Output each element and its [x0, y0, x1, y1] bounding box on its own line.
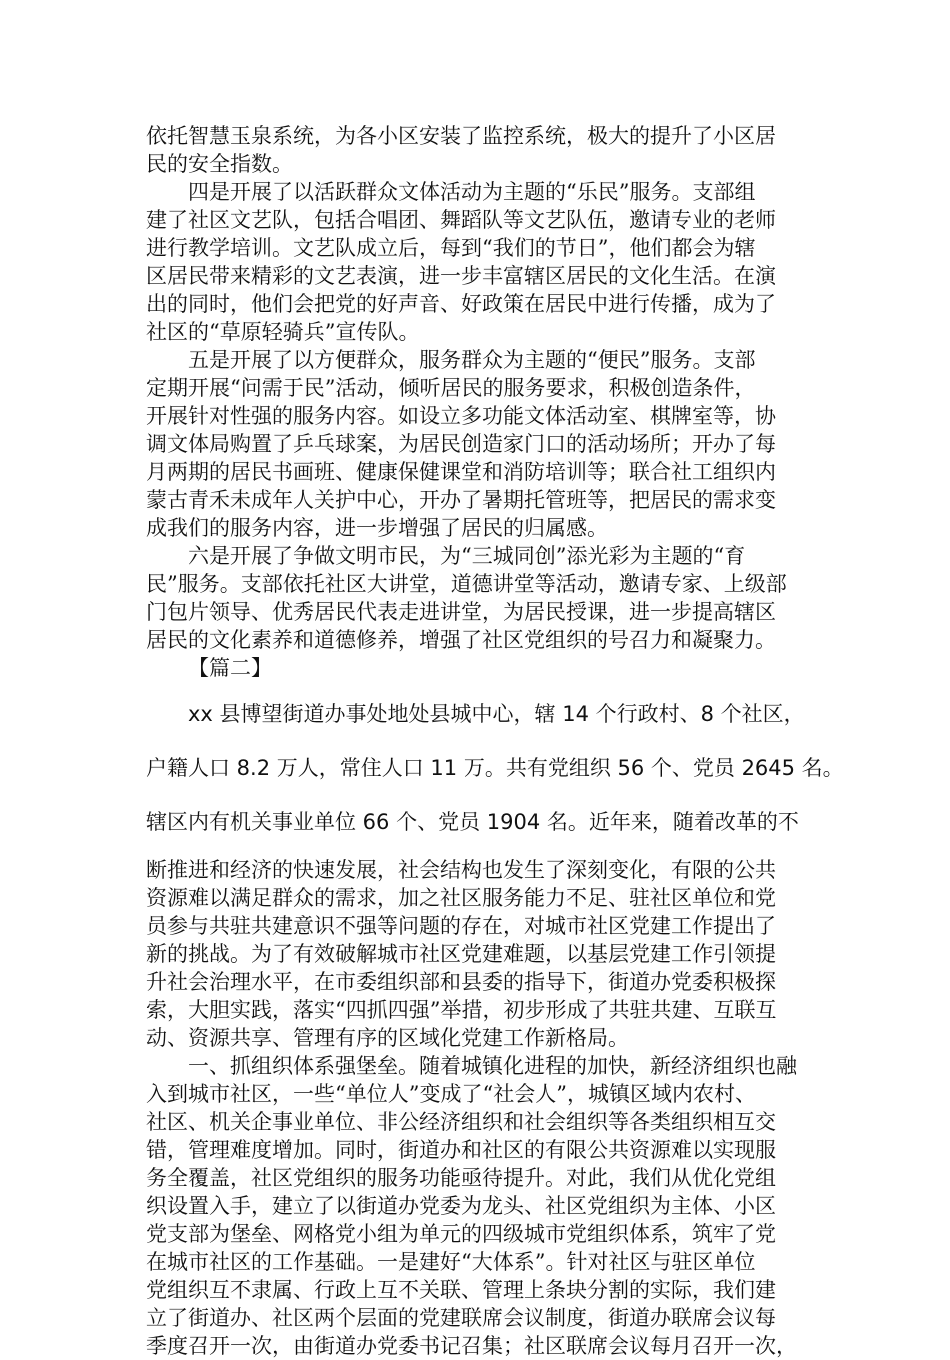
paragraph-start-line: 四是开展了以活跃群众文体活动为主题的“乐民”服务。支部组	[188, 180, 756, 204]
text-line: 索，大胆实践，落实“四抓四强”举措，初步形成了共驻共建、互联互	[146, 998, 777, 1022]
text-line: 断推进和经济的快速发展，社会结构也发生了深刻变化，有限的公共	[146, 858, 776, 882]
text-line: 季度召开一次，由街道办党委书记召集；社区联席会议每月召开一次，	[146, 1334, 797, 1358]
text-line: 在城市社区的工作基础。一是建好“大体系”。针对社区与驻区单位	[146, 1250, 756, 1274]
section-heading: 【篇二】	[188, 656, 272, 680]
text-line: 进行教学培训。文艺队成立后，每到“我们的节日”，他们都会为辖	[146, 236, 756, 260]
text-line: 立了街道办、社区两个层面的党建联席会议制度，街道办联席会议每	[146, 1306, 776, 1330]
paragraph-start-line: 六是开展了争做文明市民，为“三城同创”添光彩为主题的“育	[188, 544, 746, 568]
text-line: 错，管理难度增加。同时，街道办和社区的有限公共资源难以实现服	[146, 1138, 776, 1162]
text-line: 定期开展“问需于民”活动，倾听居民的服务要求，积极创造条件，	[146, 376, 756, 400]
text-line: 成我们的服务内容，进一步增强了居民的归属感。	[146, 516, 608, 540]
text-line: 新的挑战。为了有效破解城市社区党建难题，以基层党建工作引领提	[146, 942, 776, 966]
text-line: 资源难以满足群众的需求，加之社区服务能力不足、驻社区单位和党	[146, 886, 776, 910]
text-line: 升社会治理水平，在市委组织部和县委的指导下，街道办党委积极探	[146, 970, 776, 994]
text-line: 调文体局购置了乒乓球案，为居民创造家门口的活动场所；开办了每	[146, 432, 776, 456]
text-line: 民的安全指数。	[146, 152, 293, 176]
text-line: 党组织互不隶属、行政上互不关联、管理上条块分割的实际，我们建	[146, 1278, 776, 1302]
paragraph-start-line: 一、抓组织体系强堡垒。随着城镇化进程的加快，新经济组织也融	[188, 1054, 797, 1078]
text-line: 居民的文化素养和道德修养，增强了社区党组织的号召力和凝聚力。	[146, 628, 776, 652]
text-line: 织设置入手，建立了以街道办党委为龙头、社区党组织为主体、小区	[146, 1194, 776, 1218]
text-line: 务全覆盖，社区党组织的服务功能亟待提升。对此，我们从优化党组	[146, 1166, 776, 1190]
text-line: 员参与共驻共建意识不强等问题的存在，对城市社区党建工作提出了	[146, 914, 776, 938]
text-line: 依托智慧玉泉系统，为各小区安装了监控系统，极大的提升了小区居	[146, 124, 776, 148]
text-line: 月两期的居民书画班、健康保健课堂和消防培训等；联合社工组织内	[146, 460, 776, 484]
text-line: 门包片领导、优秀居民代表走进讲堂，为居民授课，进一步提高辖区	[146, 600, 776, 624]
text-line: 入到城市社区，一些“单位人”变成了“社会人”，城镇区域内农村、	[146, 1082, 756, 1106]
paragraph-start-line: xx 县博望街道办事处地处县城中心，辖 14 个行政村、8 个社区，	[188, 702, 805, 726]
paragraph-start-line: 五是开展了以方便群众，服务群众为主题的“便民”服务。支部	[188, 348, 756, 372]
text-line: 动、资源共享、管理有序的区域化党建工作新格局。	[146, 1026, 629, 1050]
text-line: 开展针对性强的服务内容。如设立多功能文体活动室、棋牌室等，协	[146, 404, 776, 428]
text-line: 社区的“草原轻骑兵”宣传队。	[146, 320, 420, 344]
text-line: 党支部为堡垒、网格党小组为单元的四级城市党组织体系，筑牢了党	[146, 1222, 776, 1246]
text-line: 出的同时，他们会把党的好声音、好政策在居民中进行传播，成为了	[146, 292, 776, 316]
document-body	[146, 122, 844, 1360]
text-line: 区居民带来精彩的文艺表演，进一步丰富辖区居民的文化生活。在演	[146, 264, 776, 288]
text-line: 社区、机关企事业单位、非公经济组织和社会组织等各类组织相互交	[146, 1110, 776, 1134]
text-line: 辖区内有机关事业单位 66 个、党员 1904 名。近年来，随着改革的不	[146, 810, 799, 834]
text-line: 户籍人口 8.2 万人，常住人口 11 万。共有党组织 56 个、党员 2645 名。	[146, 756, 844, 780]
text-line: 蒙古青禾未成年人关护中心，开办了暑期托管班等，把居民的需求变	[146, 488, 776, 512]
text-line: 民”服务。支部依托社区大讲堂，道德讲堂等活动，邀请专家、上级部	[146, 572, 787, 596]
text-line: 建了社区文艺队，包括合唱团、舞蹈队等文艺队伍，邀请专业的老师	[146, 208, 776, 232]
